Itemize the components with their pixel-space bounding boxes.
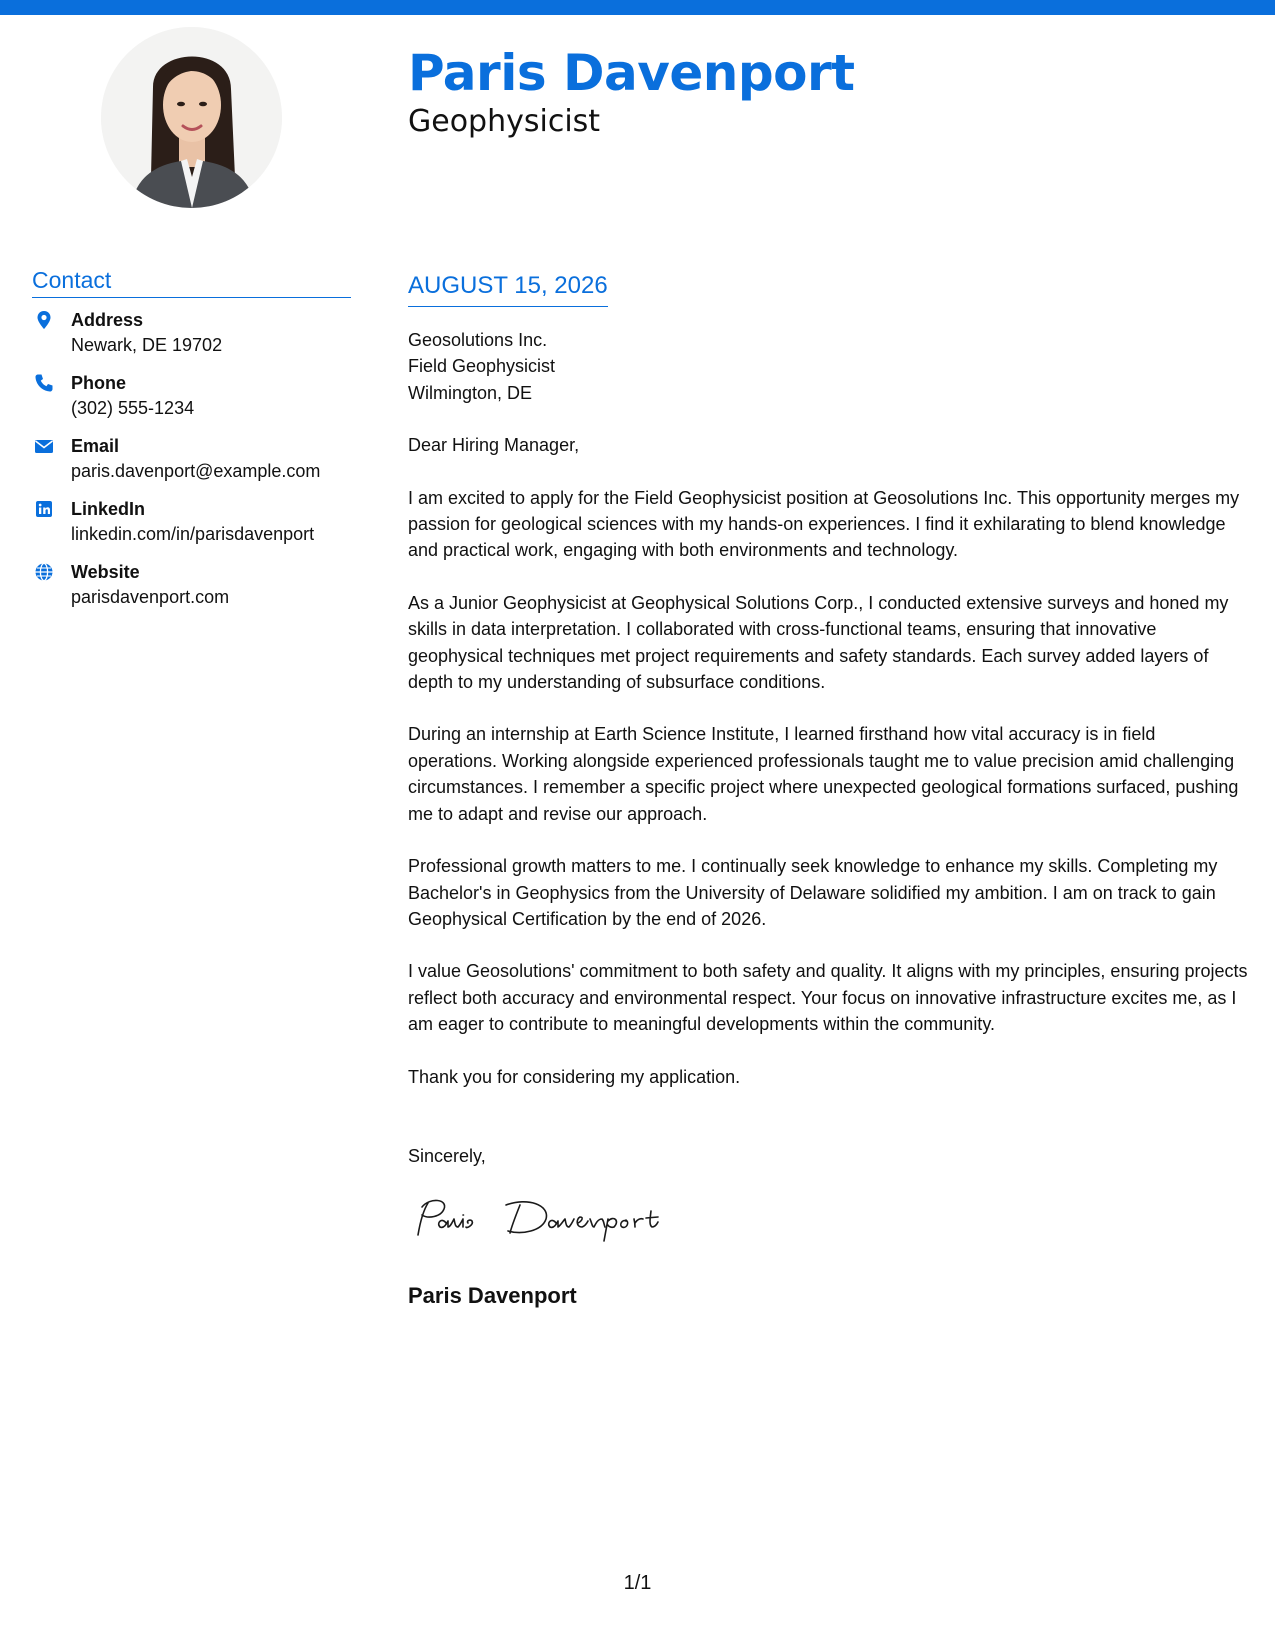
contact-label: Email bbox=[71, 436, 120, 456]
globe-icon bbox=[34, 562, 54, 582]
contact-item-email bbox=[32, 434, 351, 497]
contact-label: Address bbox=[71, 310, 144, 330]
website-value[interactable]: parisdavenport.com bbox=[71, 587, 230, 607]
contact-label: Website bbox=[71, 562, 140, 582]
paragraph: As a Junior Geophysicist at Geophysical Solutions Corp., I conducted extensive surveys and honed my skills in data interpretation. I collaborated with cross-functional teams, ensuring that innovative geophysical techniques met project requirements and safety standards. Each survey added layers of depth to my understanding of subsurface conditions. bbox=[408, 592, 1229, 693]
linkedin-value[interactable]: linkedin.com/in/parisdavenport bbox=[71, 524, 315, 544]
handwritten-signature bbox=[408, 1193, 676, 1243]
paragraph: Professional growth matters to me. I continually seek knowledge to enhance my skills. Completing my Bachelor's in Geophysics from the University of Delaware solidified my ambition. I am on track to gain Geophysical Certification by the end of 2026. bbox=[408, 856, 1218, 929]
letter-body bbox=[408, 270, 1248, 1311]
closing: Sincerely, bbox=[408, 1145, 486, 1166]
contact-item-website bbox=[32, 560, 351, 623]
job-title: Geophysicist bbox=[408, 104, 601, 139]
applicant-name: Paris Davenport bbox=[408, 44, 855, 102]
contact-label: Phone bbox=[71, 373, 127, 393]
address-value: Newark, DE 19702 bbox=[71, 335, 223, 355]
contact-heading: Contact bbox=[32, 265, 351, 298]
email-value[interactable]: paris.davenport@example.com bbox=[71, 461, 321, 481]
recipient-location: Wilmington, DE bbox=[408, 382, 533, 403]
contact-sidebar bbox=[32, 265, 351, 623]
recipient-position: Field Geophysicist bbox=[408, 356, 556, 377]
letter-date: AUGUST 15, 2026 bbox=[408, 270, 608, 307]
paragraph: During an internship at Earth Science Institute, I learned firsthand how vital accuracy is in field operations. Working alongside experienced professionals taught me to value precision amid challenging circumstances. I remember a specific project where unexpected geological formations surfaced, pushing me to adapt and revise our approach. bbox=[408, 724, 1239, 824]
profile-photo bbox=[101, 27, 282, 208]
linkedin-icon bbox=[34, 499, 54, 519]
phone-value: (302) 555-1234 bbox=[71, 398, 195, 418]
contact-item-linkedin bbox=[32, 497, 351, 560]
paragraph: I value Geosolutions' commitment to both safety and quality. It aligns with my principles, ensuring projects reflect both accuracy and environmental respect. Your focus on innovative infrastructure excites me, as I am eager to contribute to meaningful developments within the community. bbox=[408, 961, 1248, 1035]
paragraph: I am excited to apply for the Field Geophysicist position at Geosolutions Inc. This opportunity merges my passion for geological sciences with my hands-on experiences. I find it exhilarating to blend knowledge and practical work, engaging with both environments and technology. bbox=[408, 487, 1240, 561]
page-number: 1/1 bbox=[623, 1572, 652, 1594]
top-accent-bar bbox=[0, 0, 1275, 15]
recipient-block bbox=[408, 327, 1248, 406]
phone-icon bbox=[34, 373, 54, 393]
location-pin-icon bbox=[34, 310, 54, 330]
signed-name: Paris Davenport bbox=[408, 1282, 577, 1308]
salutation: Dear Hiring Manager, bbox=[408, 435, 580, 456]
contact-item-address bbox=[32, 308, 351, 371]
paragraph: Thank you for considering my application. bbox=[408, 1066, 741, 1087]
contact-label: LinkedIn bbox=[71, 499, 146, 519]
envelope-icon bbox=[34, 436, 54, 456]
recipient-company: Geosolutions Inc. bbox=[408, 330, 548, 350]
contact-item-phone bbox=[32, 371, 351, 434]
